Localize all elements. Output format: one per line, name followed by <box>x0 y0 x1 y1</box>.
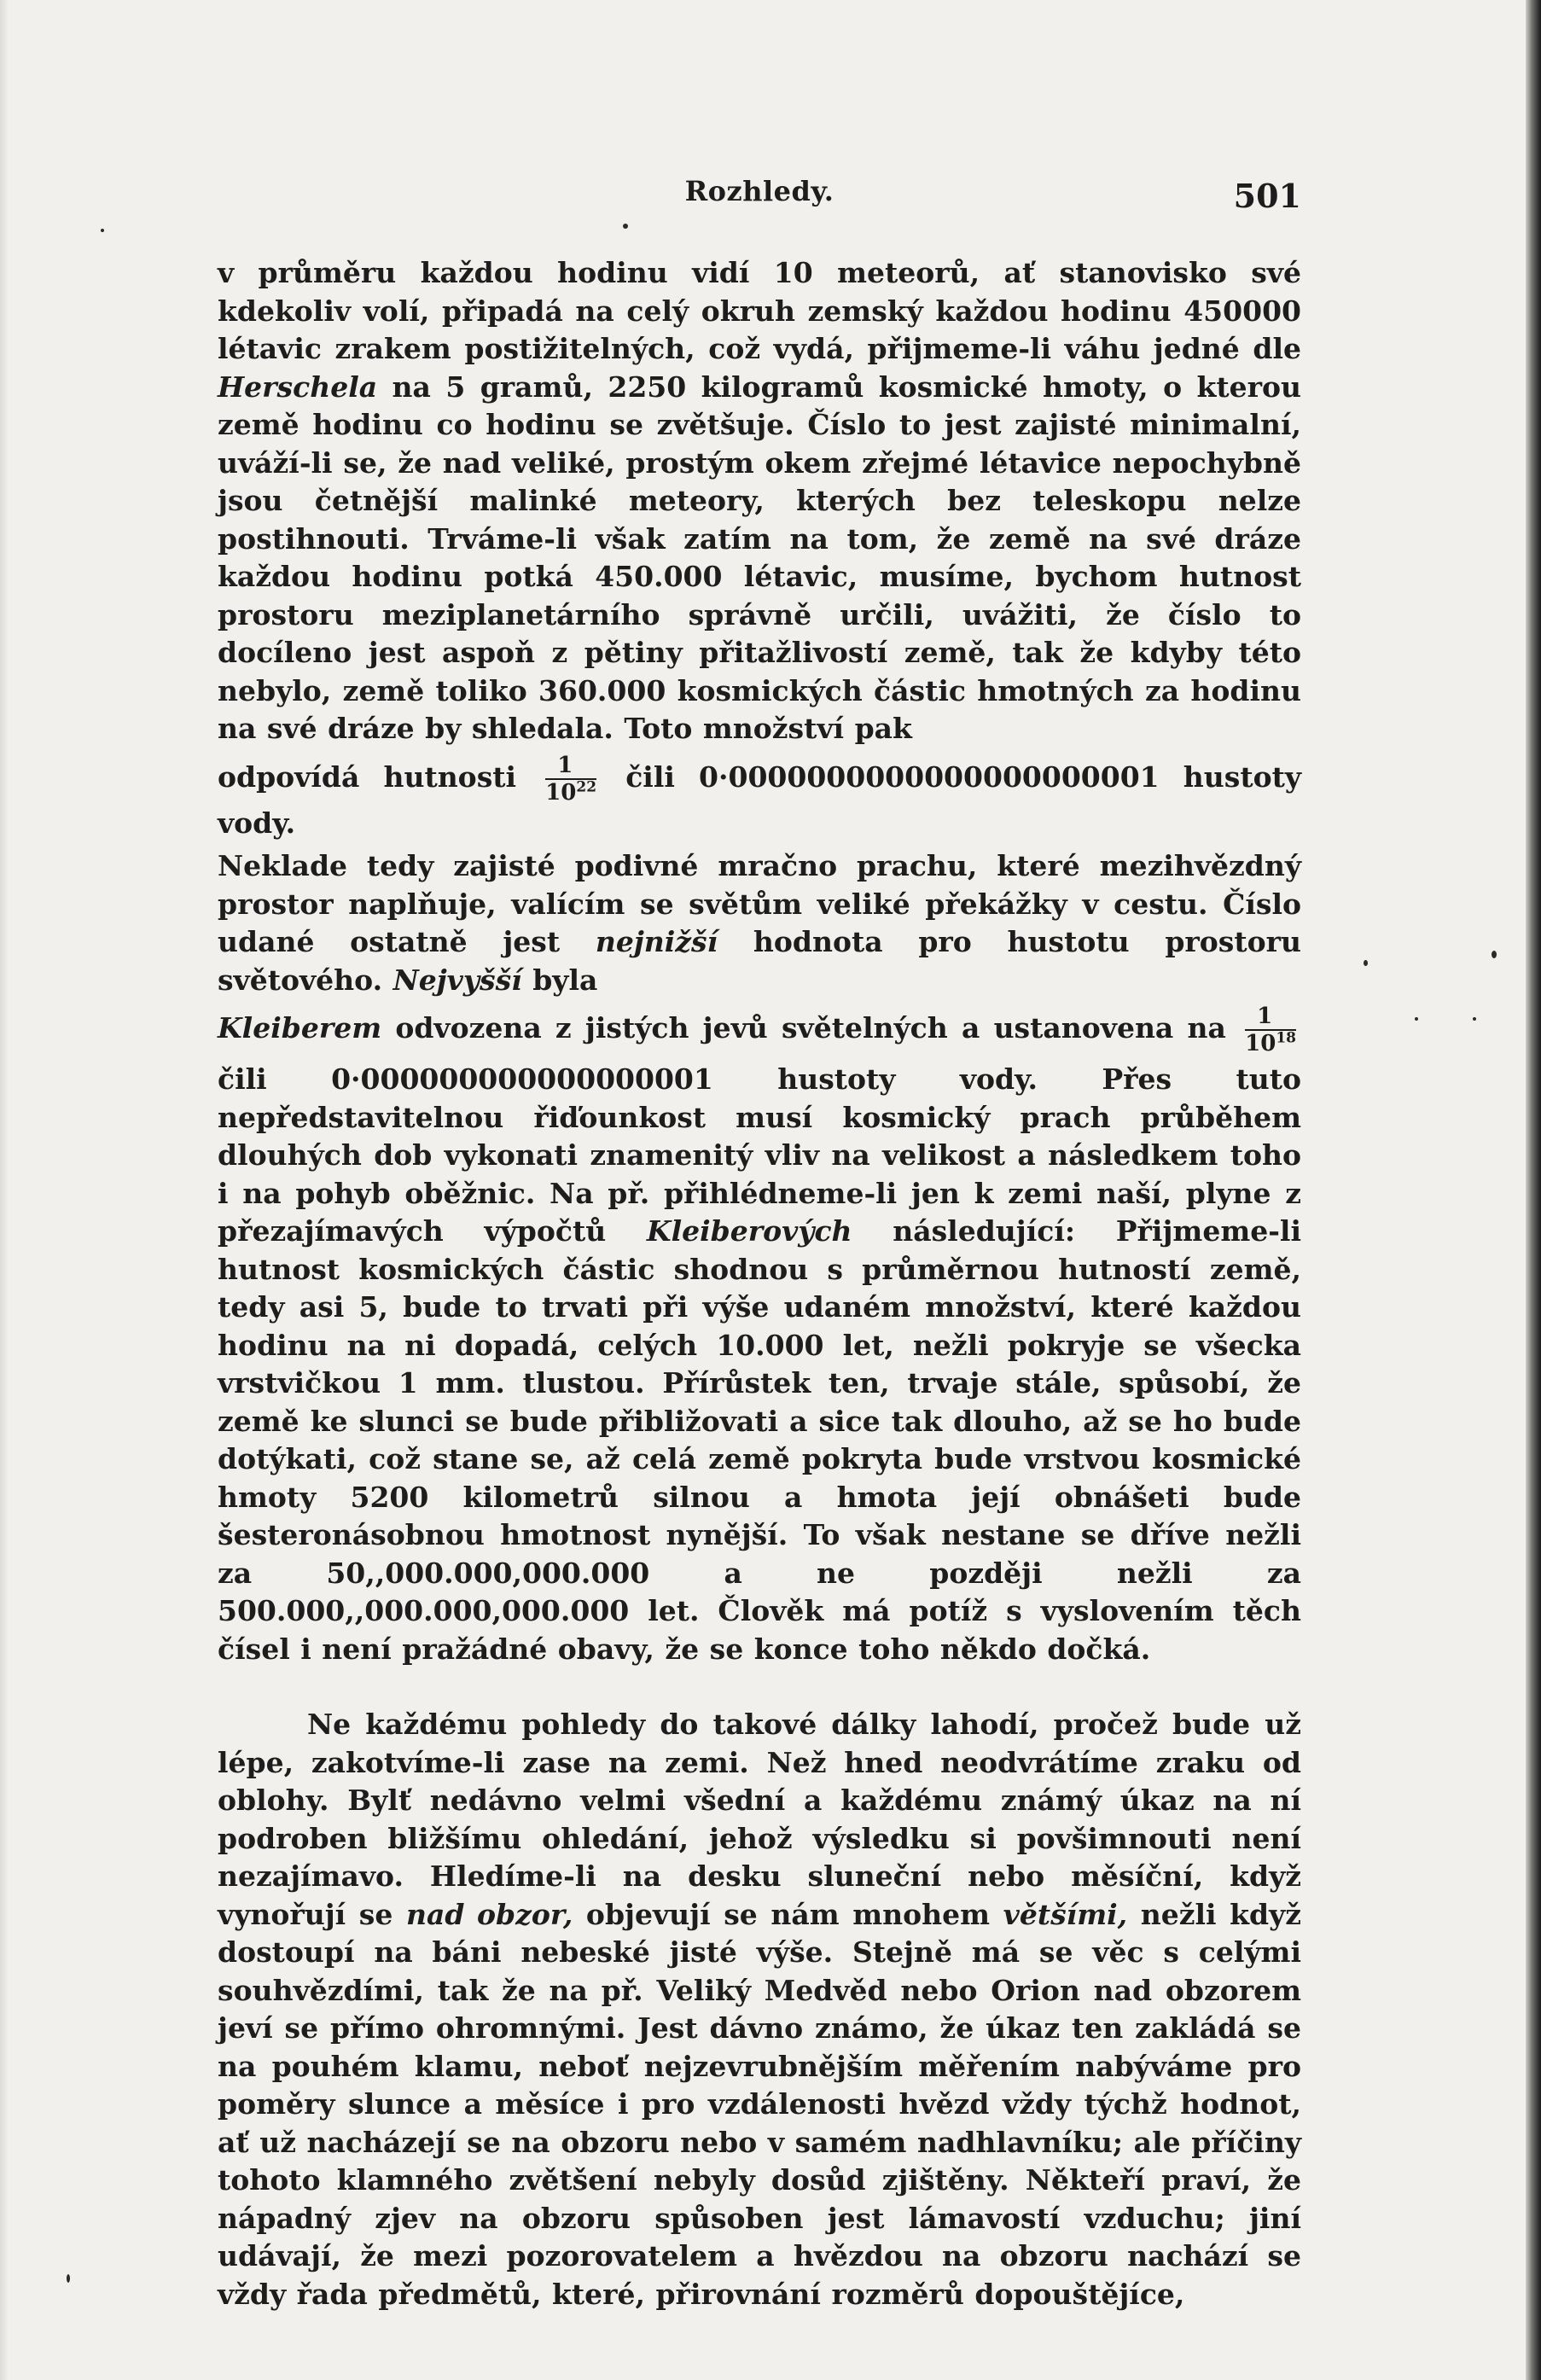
text-run: byla <box>521 963 598 997</box>
denominator-base: 10 <box>545 779 577 806</box>
denominator-base: 10 <box>1245 1031 1276 1056</box>
text-run: nežli když dostoupí na báni nebeské jisté výše. Stejně má se věc s celými souhvězdími, tak že na př. Veliký Medvěd nebo Orion nad obzorem jeví se přímo ohromnými. Jest dávno známo, že úkaz ten zakládá se na pouhém klamu, neboť nejzevrubnějším měřením nabýváme pro poměry slunce a měsíce i pro vzdálenosti hvězd vždy týchž hodnot, ať už nacházejí se na obzoru nebo v samém nadhlavníku; ale příčiny tohoto klamného zvětšení nebyly dosůd zjištěny. Někteří praví, že nápadný zjev na obzoru spůsoben jest lámavostí vzduchu; jiní udávají, že mezi pozorovatelem a hvězdou na obzoru nachází se vždy řada předmětů, které, přirovnání rozměrů dopouštějíce, <box>218 1897 1301 2311</box>
body-text <box>218 254 1301 2313</box>
formula-line-density <box>218 754 1301 843</box>
fraction-numerator: 1 <box>1245 1004 1296 1031</box>
print-speck <box>1415 1017 1418 1021</box>
italic-term: většími, <box>1003 1897 1128 1931</box>
paragraph-meteors <box>218 254 1301 1668</box>
paragraph-horizon-illusion <box>218 1706 1301 2313</box>
italic-name: Kleiberem <box>218 1011 382 1045</box>
text-run: čili 0·000000000000000001 hustoty vody. Přes tuto nepředstavitelnou řiďounkost musí kosmický prach průběhem dlouhých dob vykonati znamenitý vliv na velikost a následkem toho i na pohyb oběžnic. Na př. přihlédneme-li jen k zemi naší, plyne z přezajímavých výpočtů <box>218 1062 1301 1248</box>
print-speck <box>1364 960 1368 966</box>
page-right-edge-shadow <box>1526 0 1541 2380</box>
page-number: 501 <box>1233 177 1301 215</box>
print-speck <box>623 224 628 229</box>
formula-line-kleiber <box>218 1004 1301 1056</box>
text-run: na 5 gramů, 2250 kilogramů kosmické hmoty, o kterou země hodinu co hodinu se zvětšuje. Číslo to jest zajisté minimalní, uváží-li se, že nad veliké, prostým okem zřejmé létavice nepochybně jsou četnější malinké meteory, kterých bez teleskopu nelze postihnouti. Trváme-li však zatím na tom, že země na své dráze každou hodinu potká 450.000 létavic, musíme, bychom hutnost prostoru meziplanetárního správně určili, uvážiti, že číslo to docíleno jest aspoň z pětiny přitažlivostí země, tak že kdyby této nebylo, země toliko 360.000 kosmických částic hmotných za hodinu na své dráze by shledala. Toto množství pak <box>218 370 1301 745</box>
page-left-edge-shadow <box>0 0 9 2380</box>
italic-name: Kleiberových <box>646 1214 852 1248</box>
fraction-numerator: 1 <box>545 754 596 780</box>
denominator-exponent: 18 <box>1276 1029 1296 1047</box>
italic-term: nejnižší <box>595 925 718 958</box>
text-run: Ne každému pohledy do takové dálky lahodí, pročež bude už lépe, zakotvíme-li zase na zemi. Než hned neodvrátíme zraku od oblohy. Bylť nedávno velmi všední a každému známý úkaz na ní podroben bližšímu ohledání, jehož výsledku si povšimnouti není nezajímavo. Hledíme-li na desku sluneční nebo měsíční, když vynořují se <box>218 1708 1301 1931</box>
italic-term: Nejvyšší <box>393 963 522 997</box>
italic-name: Herschela <box>218 370 378 404</box>
text-run: Neklade tedy zajisté podivné mračno prachu, které mezihvězdný prostor naplňuje, valícím se světům veliké překážky v cestu. Číslo udané ostatně jest <box>218 849 1301 958</box>
text-run: následující: Přijmeme-li hutnost kosmických částic shodnou s průměrnou hutností země, tedy asi 5, bude to trvati při výše udaném množství, které každou hodinu na ni dopadá, celých 10.000 let, nežli pokryje se všecka vrstvičkou 1 mm. tlustou. Přírůstek ten, trvaje stále, spůsobí, že země ke slunci se bude přibližovati a sice tak dlouho, až se ho bude dotýkati, což stane se, až celá země pokryta bude vrstvou kosmické hmoty 5200 kilometrů silnou a hmota její obnášeti bude šesteronásobnou hmotnost nynější. To však nestane se dříve nežli za 50,,000.000,000.000 a ne později nežli za 500.000,,000.000,000.000 let. Člověk má potíž s vyslovením těch čísel i není pražádné obavy, že se konce toho někdo dočká. <box>218 1214 1301 1666</box>
text-run: odpovídá hutnosti <box>218 759 517 794</box>
text-run: hodnota pro hustotu prostoru světového. <box>218 925 1301 997</box>
fraction-kleiber <box>1245 1004 1296 1056</box>
fraction-density <box>545 754 596 805</box>
print-speck <box>1473 1017 1476 1021</box>
text-run: čili 0·0000000000000000000001 hustoty vody. <box>218 759 1301 840</box>
text-run: odvozena z jistých jevů světelných a ustanovena na <box>381 1011 1226 1045</box>
running-title: Rozhledy. <box>684 175 834 207</box>
fraction-denominator <box>545 777 597 806</box>
page-header <box>218 175 1301 218</box>
text-run: v průměru každou hodinu vidí 10 meteorů, ať stanovisko své kdekoliv volí, připadá na celý okruh zemský každou hodinu 450000 létavic zrakem postižitelných, což vydá, přijmeme-li váhu jedné dle <box>218 256 1301 365</box>
denominator-exponent: 22 <box>576 777 597 795</box>
print-speck <box>101 229 104 232</box>
print-speck <box>1492 951 1497 958</box>
italic-term: nad obzor, <box>405 1897 573 1931</box>
text-run: objevují se nám mnohem <box>573 1897 1003 1931</box>
fraction-denominator <box>1245 1031 1296 1056</box>
print-speck <box>67 2274 70 2283</box>
